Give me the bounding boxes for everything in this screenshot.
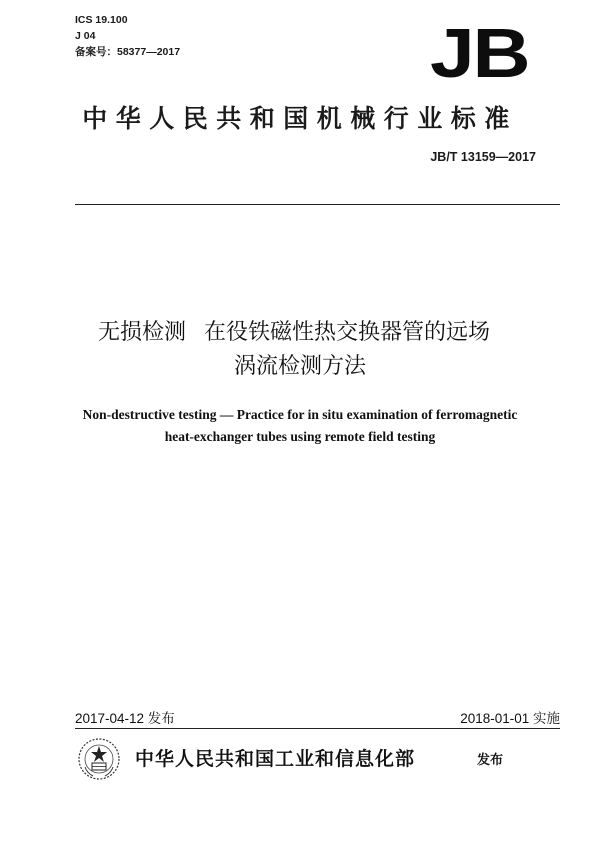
issue-date: 2017-04-12 发布 (75, 711, 175, 726)
ics-code: ICS 19.100 (75, 14, 128, 26)
title-cn-line-1 (0, 316, 600, 350)
standard-number: JB/T 13159—2017 (430, 150, 536, 164)
title-cn-line-1-part-1: 无损检测 (97, 320, 186, 345)
standard-classification: 中华人民共和国机械行业标准 (82, 104, 518, 133)
issuing-authority-suffix: 发布 (477, 753, 504, 768)
record-number: 备案号：58377—2017 (75, 46, 181, 58)
bottom-divider (75, 728, 560, 729)
issuing-authority: 中华人民共和国工业和信息化部 (135, 748, 416, 770)
title-english (0, 404, 600, 448)
title-cn-line-1-part-2: 在役铁磁性热交换器管的远场 (204, 320, 491, 345)
ministry-seal-icon (77, 737, 121, 781)
title-en-line-1: Non-destructive testing — Practice for in situ examination of ferromagnetic (82, 407, 518, 422)
title-cn-line-2: 涡流检测方法 (233, 354, 366, 379)
jb-logo: JB (430, 14, 529, 92)
ccs-code: J 04 (75, 30, 96, 42)
implementation-date: 2018-01-01 实施 (460, 711, 560, 726)
document-meta (75, 12, 180, 60)
title-en-line-2: heat-exchanger tubes using remote field testing (164, 429, 436, 444)
title-chinese (0, 316, 600, 384)
top-divider (75, 204, 560, 205)
